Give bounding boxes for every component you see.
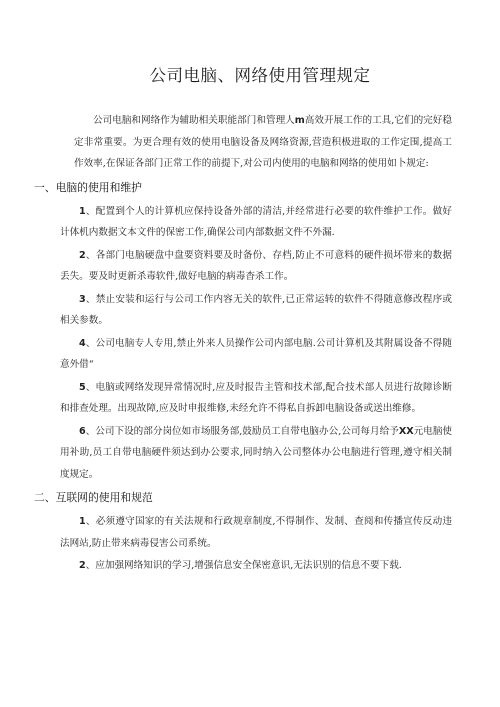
item-text: 、应加强网络知识的学习,增强信息安全保密意识,无法识别的信息不要下载. <box>85 560 402 571</box>
item-number: 4 <box>79 337 86 349</box>
section-heading-1: 一、电脑的使用和维护 <box>34 180 142 194</box>
intro-text: 公司电脑和网络作为辅助相关职能部门和管理人 <box>93 115 295 126</box>
item-number: 1 <box>79 205 86 217</box>
item-number: 5 <box>79 381 86 393</box>
document-title: 公司电脑、网络使用管理规定 <box>149 66 371 85</box>
section2-item-2 <box>60 555 452 577</box>
section1-item-6 <box>60 421 452 486</box>
item-text: 、公司下设的部分岗位如市场服务部,鼓励员工自带电脑办公,公司每月给予 <box>85 425 399 437</box>
item-text: 、必须遵守国家的有关法规和行政规章制度,不得制作、发制、查阅和传播宣传反动违法网站,防止带来病毒侵害公司系统。 <box>60 516 452 549</box>
item-bold: XX <box>398 425 414 437</box>
section1-item-5 <box>60 377 452 420</box>
item-text-continued: 元电脑使用补助,员工自带电脑硬件须达到办公要求,同时纳入公司整体办公电脑进行管理,遵守相关制度规定。 <box>60 425 453 480</box>
section-heading-2: 二、互联网的使用和规范 <box>34 491 153 504</box>
section2-item-1 <box>60 511 452 554</box>
intro-rest: 高效开展工作的工具,它们的完好稳定非常重要。为更合理有效的使用电脑设备及网络资源,营造积极进取的工作定围,提高工作效率,在保证各部门正常工作的前提下,对公司内使用的电脑和网络的使用如卜规定: <box>74 115 452 169</box>
intro-paragraph <box>60 110 452 175</box>
item-text: 、禁止安装和运行与公司工作内容无关的软件,已正常运转的软件不得随意修改程序或相关参数。 <box>60 293 452 326</box>
item-text: 、电脑或网络发现异常情况时,应及时报告主管和技术部,配合技术部人员进行故障诊断和排查处理。出现故障,应及时申报维修,未经允许不得私自拆卸电脑设备或送出维修。 <box>60 381 452 414</box>
item-number: 1 <box>79 516 86 527</box>
item-text: 、公司电脑专人专用,禁止外来人员操作公司内部电脑.公司计算机及其附属设备不得随意外借“ <box>60 337 452 370</box>
section1-item-3 <box>60 289 452 332</box>
item-number: 2 <box>79 249 86 261</box>
item-number: 2 <box>79 560 86 571</box>
section1-item-1 <box>60 201 452 244</box>
item-text: 、配置到个人的计算机应保持设备外部的清洁,并经常进行必要的软件维护工作。做好计体机内数据文本文件的保密工作,确保公司内部数据文件不外漏. <box>60 205 452 238</box>
intro-bold: m <box>294 115 305 126</box>
item-number: 3 <box>79 293 86 305</box>
section1-item-4 <box>60 333 452 376</box>
section1-item-2 <box>60 245 452 288</box>
item-number: 6 <box>79 425 86 437</box>
item-text: 、各部门电脑硬盘中盘要资料要及时备份、存档,防止不可意料的硬件损坏带来的数据丢失。要及时更新杀毒软件,做好电脑的病毒杳杀工作。 <box>60 249 452 282</box>
